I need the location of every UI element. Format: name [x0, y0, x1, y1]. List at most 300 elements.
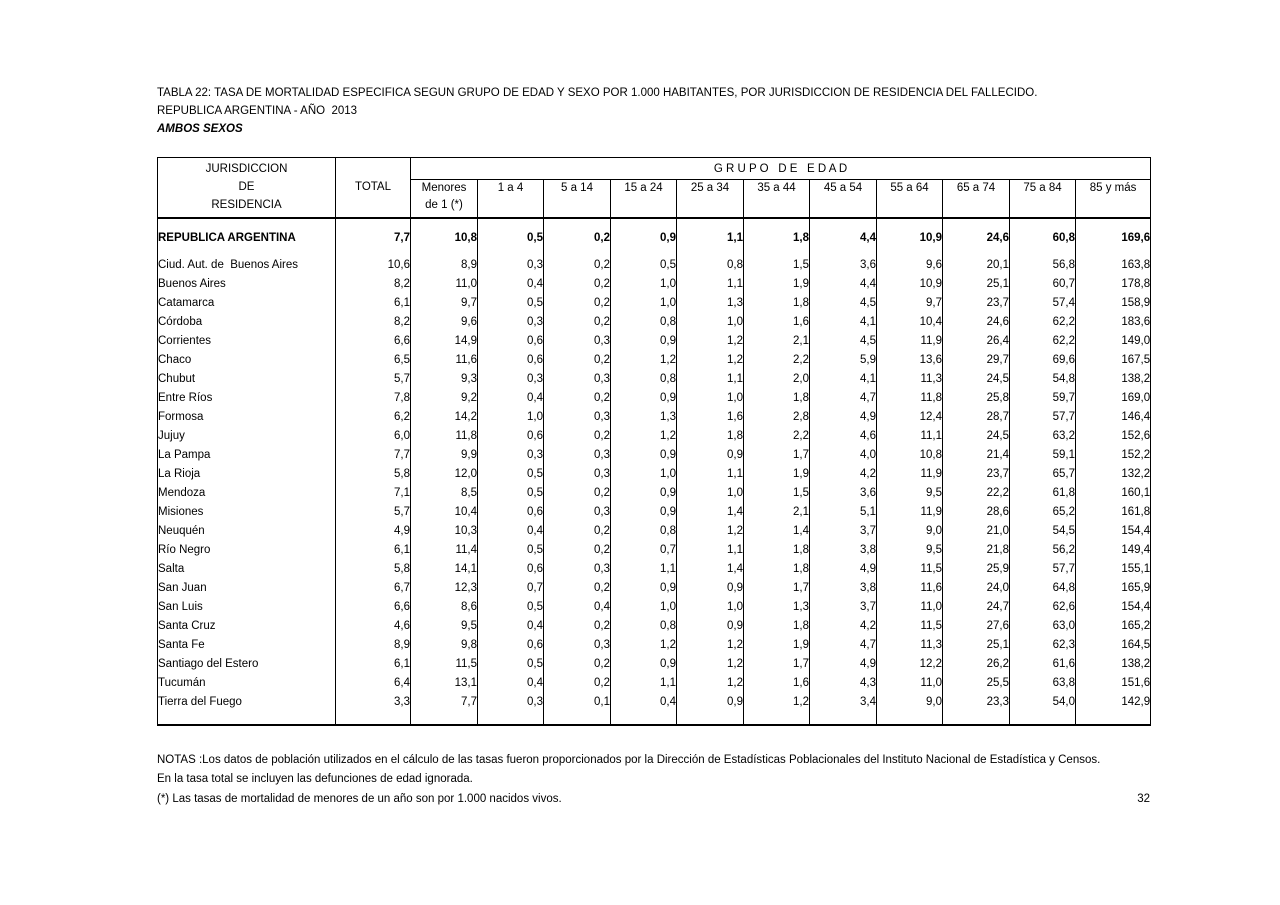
- rate-value: 3,6: [810, 484, 877, 503]
- rate-value: 1,2: [677, 636, 744, 655]
- rate-value: 149,0: [1076, 332, 1151, 351]
- jurisdiction-label: Santiago del Estero: [158, 658, 259, 670]
- rate-value: 54,5: [1010, 522, 1076, 541]
- rate-value: 11,9: [877, 332, 943, 351]
- rate-value: 4,5: [810, 332, 877, 351]
- rate-value: [943, 247, 1010, 256]
- table-row: [158, 636, 1151, 655]
- rate-value: 1,8: [744, 294, 810, 313]
- rate-value: 0,3: [544, 408, 611, 427]
- rate-value: 11,4: [411, 541, 478, 560]
- rate-value: 1,2: [744, 693, 810, 712]
- header-age-group: 65 a 74: [943, 180, 1010, 218]
- rate-value: 0,9: [611, 655, 677, 674]
- rate-value: 0,3: [544, 332, 611, 351]
- rate-value: 1,8: [744, 617, 810, 636]
- rate-value: 11,5: [411, 655, 478, 674]
- rate-value: 0,6: [478, 351, 544, 370]
- rate-value: 8,9: [336, 636, 411, 655]
- table-row: [158, 351, 1151, 370]
- rate-value: 12,0: [411, 465, 478, 484]
- rate-value: 12,2: [877, 655, 943, 674]
- rate-value: 21,8: [943, 541, 1010, 560]
- rate-value: 0,5: [478, 598, 544, 617]
- rate-value: [810, 247, 877, 256]
- rate-value: 54,0: [1010, 693, 1076, 712]
- jurisdiction-label: San Juan: [158, 582, 207, 594]
- rate-value: 8,9: [411, 256, 478, 275]
- header-age-group: 1 a 4: [478, 180, 544, 218]
- rate-value: 9,6: [877, 256, 943, 275]
- rate-value: 1,2: [611, 351, 677, 370]
- rate-value: 0,4: [478, 389, 544, 408]
- rate-value: 9,5: [877, 541, 943, 560]
- rate-value: 9,6: [411, 313, 478, 332]
- header-age-group: 85 y más: [1076, 180, 1151, 218]
- table-row: [158, 275, 1151, 294]
- rate-value: 1,6: [744, 674, 810, 693]
- jurisdiction-label: Buenos Aires: [158, 278, 226, 290]
- rate-value: 0,3: [478, 256, 544, 275]
- rate-value: 11,8: [411, 427, 478, 446]
- table-row-spacer: [158, 712, 1151, 725]
- rate-value: 11,6: [877, 579, 943, 598]
- rate-value: 4,9: [336, 522, 411, 541]
- jurisdiction-label: [158, 247, 336, 256]
- rate-value: 62,2: [1010, 332, 1076, 351]
- table-row: [158, 674, 1151, 693]
- rate-value: 12,4: [877, 408, 943, 427]
- table-row: [158, 693, 1151, 712]
- rate-value: 1,0: [611, 465, 677, 484]
- rate-value: 9,8: [411, 636, 478, 655]
- rate-value: [411, 712, 478, 725]
- rate-value: 5,1: [810, 503, 877, 522]
- rate-value: 7,8: [336, 389, 411, 408]
- note-asterisk: (*) Las tasas de mortalidad de menores de un año son por 1.000 nacidos vivos.: [157, 792, 562, 805]
- rate-value: 0,2: [544, 313, 611, 332]
- rate-value: 9,9: [411, 446, 478, 465]
- rate-value: 9,5: [411, 617, 478, 636]
- header-jurisdiccion-line2: DE: [238, 181, 255, 194]
- rate-value: 4,9: [810, 655, 877, 674]
- rate-value: 13,1: [411, 674, 478, 693]
- rate-value: 9,0: [877, 522, 943, 541]
- jurisdiction-label: Ciud. Aut. de Buenos Aires: [158, 259, 299, 271]
- rate-value: 1,6: [744, 313, 810, 332]
- title-block: [157, 84, 1162, 138]
- notes-block: [157, 751, 1162, 810]
- header-jurisdiccion: [158, 158, 336, 218]
- rate-value: 165,9: [1076, 579, 1151, 598]
- rate-value: 3,4: [810, 693, 877, 712]
- rate-value: 4,6: [810, 427, 877, 446]
- table-row-total: [158, 218, 1151, 247]
- header-jurisdiccion-line1: JURISDICCION: [205, 163, 288, 176]
- rate-value: 183,6: [1076, 313, 1151, 332]
- rate-value: 1,2: [677, 332, 744, 351]
- rate-value: 9,0: [877, 693, 943, 712]
- rate-value: 9,2: [411, 389, 478, 408]
- table-subtitle-year: REPUBLICA ARGENTINA - AÑO 2013: [157, 105, 358, 117]
- rate-value: 6,4: [336, 674, 411, 693]
- rate-value: 4,9: [810, 408, 877, 427]
- rate-value: [1076, 247, 1151, 256]
- jurisdiction-label: Misiones: [158, 506, 204, 518]
- rate-value: 65,2: [1010, 503, 1076, 522]
- rate-value: 11,1: [877, 427, 943, 446]
- rate-value: 64,8: [1010, 579, 1076, 598]
- jurisdiction-label: Santa Fe: [158, 639, 205, 651]
- table-row: [158, 389, 1151, 408]
- rate-value: 62,2: [1010, 313, 1076, 332]
- rate-value: 152,2: [1076, 446, 1151, 465]
- rate-value: 152,6: [1076, 427, 1151, 446]
- rate-value: 0,9: [611, 389, 677, 408]
- rate-value: [611, 247, 677, 256]
- rate-value: 10,9: [877, 275, 943, 294]
- rate-value: 63,0: [1010, 617, 1076, 636]
- rate-value: 4,2: [810, 465, 877, 484]
- rate-value: 3,8: [810, 579, 877, 598]
- rate-value: 161,8: [1076, 503, 1151, 522]
- rate-value: 25,8: [943, 389, 1010, 408]
- rate-value: 1,8: [677, 427, 744, 446]
- rate-value: 142,9: [1076, 693, 1151, 712]
- rate-value: 0,8: [677, 256, 744, 275]
- table-row: [158, 370, 1151, 389]
- rate-value: 0,6: [478, 332, 544, 351]
- rate-value: 6,6: [336, 332, 411, 351]
- rate-value: [411, 247, 478, 256]
- rate-value: 0,3: [544, 446, 611, 465]
- rate-value: 1,2: [677, 655, 744, 674]
- jurisdiction-label: Jujuy: [158, 430, 185, 442]
- rate-value: 0,3: [478, 370, 544, 389]
- rate-value: 10,4: [411, 503, 478, 522]
- rate-value: 0,6: [478, 560, 544, 579]
- rate-value: 0,5: [478, 465, 544, 484]
- table-row: [158, 503, 1151, 522]
- jurisdiction-label: Tucumán: [158, 677, 206, 689]
- rate-value: 0,3: [544, 503, 611, 522]
- rate-value: 0,3: [544, 560, 611, 579]
- jurisdiction-label: Catamarca: [158, 297, 215, 309]
- page-number: 32: [1137, 792, 1150, 805]
- rate-value: 0,3: [478, 313, 544, 332]
- rate-value: 1,5: [744, 484, 810, 503]
- rate-value: 0,9: [677, 446, 744, 465]
- rate-value: 165,2: [1076, 617, 1151, 636]
- rate-value: 0,2: [544, 389, 611, 408]
- jurisdiction-label: Tierra del Fuego: [158, 696, 242, 708]
- rate-value: 1,1: [677, 275, 744, 294]
- rate-value: 0,2: [544, 484, 611, 503]
- rate-value: 0,2: [544, 674, 611, 693]
- rate-value: [744, 712, 810, 725]
- rate-value: 61,8: [1010, 484, 1076, 503]
- rate-value: 0,9: [677, 617, 744, 636]
- rate-value: 56,2: [1010, 541, 1076, 560]
- rate-value: 60,8: [1010, 218, 1076, 247]
- header-age-group: 75 a 84: [1010, 180, 1076, 218]
- table-row: [158, 560, 1151, 579]
- rate-value: 60,7: [1010, 275, 1076, 294]
- rate-value: [1010, 712, 1076, 725]
- rate-value: 4,5: [810, 294, 877, 313]
- rate-value: 6,5: [336, 351, 411, 370]
- rate-value: 20,1: [943, 256, 1010, 275]
- rate-value: 154,4: [1076, 598, 1151, 617]
- rate-value: 1,6: [677, 408, 744, 427]
- rate-value: 167,5: [1076, 351, 1151, 370]
- rate-value: 7,7: [336, 446, 411, 465]
- rate-value: 29,7: [943, 351, 1010, 370]
- rate-value: 4,6: [336, 617, 411, 636]
- rate-value: 22,2: [943, 484, 1010, 503]
- rate-value: 0,2: [544, 427, 611, 446]
- rate-value: 1,9: [744, 636, 810, 655]
- rate-value: 4,7: [810, 636, 877, 655]
- rate-value: 24,5: [943, 370, 1010, 389]
- table-row: [158, 294, 1151, 313]
- rate-value: 0,9: [677, 579, 744, 598]
- rate-value: 0,4: [478, 617, 544, 636]
- rate-value: 5,7: [336, 503, 411, 522]
- rate-value: 12,3: [411, 579, 478, 598]
- rate-value: 1,4: [677, 503, 744, 522]
- header-grupo-de-edad: G R U P O D E E D A D: [411, 158, 1151, 180]
- rate-value: [336, 247, 411, 256]
- rate-value: 9,3: [411, 370, 478, 389]
- rate-value: 11,5: [877, 617, 943, 636]
- rate-value: [744, 247, 810, 256]
- rate-value: 23,7: [943, 465, 1010, 484]
- rate-value: 1,9: [744, 465, 810, 484]
- rate-value: [544, 712, 611, 725]
- jurisdiction-label: Chaco: [158, 354, 192, 366]
- rate-value: 6,0: [336, 427, 411, 446]
- rate-value: 11,8: [877, 389, 943, 408]
- header-total: TOTAL: [336, 158, 411, 218]
- rate-value: 0,5: [478, 294, 544, 313]
- jurisdiction-label: Salta: [158, 563, 185, 575]
- jurisdiction-label: Chubut: [158, 373, 196, 385]
- rate-value: [611, 712, 677, 725]
- rate-value: 9,7: [877, 294, 943, 313]
- rate-value: 1,7: [744, 579, 810, 598]
- rate-value: 0,6: [478, 636, 544, 655]
- rate-value: 24,5: [943, 427, 1010, 446]
- rate-value: 146,4: [1076, 408, 1151, 427]
- jurisdiction-label: Neuquén: [158, 525, 205, 537]
- rate-value: 151,6: [1076, 674, 1151, 693]
- rate-value: 9,7: [411, 294, 478, 313]
- rate-value: 69,6: [1010, 351, 1076, 370]
- jurisdiction-label: REPUBLICA ARGENTINA: [158, 231, 296, 244]
- rate-value: 21,4: [943, 446, 1010, 465]
- rate-value: [943, 712, 1010, 725]
- jurisdiction-label: [158, 712, 336, 725]
- rate-value: 1,1: [677, 218, 744, 247]
- rate-value: 6,6: [336, 598, 411, 617]
- table-row: [158, 332, 1151, 351]
- rate-value: 5,8: [336, 465, 411, 484]
- rate-value: 0,6: [478, 503, 544, 522]
- rate-value: 0,2: [544, 655, 611, 674]
- rate-value: 0,5: [478, 484, 544, 503]
- rate-value: 6,1: [336, 294, 411, 313]
- rate-value: 6,1: [336, 541, 411, 560]
- rate-value: 0,8: [611, 617, 677, 636]
- rate-value: 21,0: [943, 522, 1010, 541]
- rate-value: 164,5: [1076, 636, 1151, 655]
- rate-value: 0,8: [611, 522, 677, 541]
- rate-value: [677, 712, 744, 725]
- rate-value: 0,2: [544, 275, 611, 294]
- rate-value: 1,7: [744, 655, 810, 674]
- rate-value: [877, 712, 943, 725]
- rate-value: 149,4: [1076, 541, 1151, 560]
- rate-value: 1,8: [744, 389, 810, 408]
- rate-value: 1,8: [744, 560, 810, 579]
- rate-value: 0,5: [478, 655, 544, 674]
- rate-value: 1,0: [677, 598, 744, 617]
- rate-value: 1,0: [611, 294, 677, 313]
- rate-value: 0,2: [544, 617, 611, 636]
- rate-value: 0,9: [611, 446, 677, 465]
- jurisdiction-label: La Rioja: [158, 468, 201, 480]
- rate-value: 4,9: [810, 560, 877, 579]
- rate-value: 0,2: [544, 541, 611, 560]
- rate-value: 24,7: [943, 598, 1010, 617]
- rate-value: 14,9: [411, 332, 478, 351]
- table-row: [158, 598, 1151, 617]
- rate-value: 59,1: [1010, 446, 1076, 465]
- rate-value: 14,2: [411, 408, 478, 427]
- rate-value: 1,3: [744, 598, 810, 617]
- rate-value: 27,6: [943, 617, 1010, 636]
- rate-value: 11,9: [877, 503, 943, 522]
- sex-label: AMBOS SEXOS: [157, 123, 243, 135]
- rate-value: 0,3: [544, 370, 611, 389]
- rate-value: 11,5: [877, 560, 943, 579]
- jurisdiction-label: La Pampa: [158, 449, 211, 461]
- rate-value: 5,9: [810, 351, 877, 370]
- header-jurisdiccion-line3: RESIDENCIA: [211, 199, 282, 212]
- rate-value: 0,3: [478, 693, 544, 712]
- rate-value: 0,2: [544, 294, 611, 313]
- rate-value: 0,4: [544, 598, 611, 617]
- table-row: [158, 655, 1151, 674]
- rate-value: 0,4: [478, 275, 544, 294]
- rate-value: 8,2: [336, 313, 411, 332]
- rate-value: 2,0: [744, 370, 810, 389]
- header-age-group: 25 a 34: [677, 180, 744, 218]
- rate-value: 0,3: [544, 465, 611, 484]
- rate-value: 4,4: [810, 218, 877, 247]
- header-age-group: 45 a 54: [810, 180, 877, 218]
- rate-value: 63,8: [1010, 674, 1076, 693]
- rate-value: 65,7: [1010, 465, 1076, 484]
- rate-value: 24,0: [943, 579, 1010, 598]
- rate-value: 169,0: [1076, 389, 1151, 408]
- rate-value: 11,0: [877, 598, 943, 617]
- rate-value: 1,2: [677, 351, 744, 370]
- rate-value: 13,6: [877, 351, 943, 370]
- table-row: [158, 522, 1151, 541]
- jurisdiction-label: Mendoza: [158, 487, 206, 499]
- table-row: [158, 446, 1151, 465]
- table-row: [158, 256, 1151, 275]
- rate-value: 0,5: [478, 218, 544, 247]
- jurisdiction-label: Formosa: [158, 411, 204, 423]
- rate-value: 11,9: [877, 465, 943, 484]
- rate-value: 4,0: [810, 446, 877, 465]
- rate-value: 1,7: [744, 446, 810, 465]
- rate-value: 25,1: [943, 636, 1010, 655]
- rate-value: 0,1: [544, 693, 611, 712]
- rate-value: 0,6: [478, 427, 544, 446]
- rate-value: 1,3: [677, 294, 744, 313]
- rate-value: 1,2: [677, 522, 744, 541]
- header-row-group: [158, 158, 1151, 180]
- rate-value: 4,1: [810, 313, 877, 332]
- rate-value: 2,1: [744, 503, 810, 522]
- table-row: [158, 408, 1151, 427]
- rate-value: 163,8: [1076, 256, 1151, 275]
- rate-value: 3,7: [810, 522, 877, 541]
- document-page: [157, 84, 1162, 809]
- rate-value: 62,3: [1010, 636, 1076, 655]
- rate-value: 0,4: [478, 674, 544, 693]
- rate-value: 63,2: [1010, 427, 1076, 446]
- rate-value: 1,0: [611, 598, 677, 617]
- rate-value: 1,0: [611, 275, 677, 294]
- table-title: TABLA 22: TASA DE MORTALIDAD ESPECIFICA SEGUN GRUPO DE EDAD Y SEXO POR 1.000 HABITANTES, POR JURISDICCION DE RESIDENCIA DEL FALLECIDO.: [157, 87, 1038, 99]
- rate-value: [877, 247, 943, 256]
- rate-value: 7,7: [336, 218, 411, 247]
- rate-value: 0,5: [478, 541, 544, 560]
- header-age-group: Menores de 1 (*): [411, 180, 478, 218]
- rate-value: 0,3: [478, 446, 544, 465]
- rate-value: 0,8: [611, 313, 677, 332]
- rate-value: 154,4: [1076, 522, 1151, 541]
- rate-value: 8,6: [411, 598, 478, 617]
- rate-value: 10,9: [877, 218, 943, 247]
- rate-value: 1,1: [611, 674, 677, 693]
- rate-value: 1,9: [744, 275, 810, 294]
- rate-value: 0,5: [611, 256, 677, 275]
- rate-value: 54,8: [1010, 370, 1076, 389]
- rate-value: 0,2: [544, 218, 611, 247]
- rate-value: 0,9: [611, 579, 677, 598]
- rate-value: 2,2: [744, 351, 810, 370]
- rate-value: 1,1: [677, 370, 744, 389]
- rate-value: 2,2: [744, 427, 810, 446]
- rate-value: 1,1: [677, 541, 744, 560]
- header-age-group: 15 a 24: [611, 180, 677, 218]
- rate-value: 1,2: [677, 674, 744, 693]
- rate-value: [478, 712, 544, 725]
- rate-value: 1,3: [611, 408, 677, 427]
- rate-value: [478, 247, 544, 256]
- rate-value: 11,3: [877, 370, 943, 389]
- rate-value: 28,6: [943, 503, 1010, 522]
- rate-value: 8,2: [336, 275, 411, 294]
- rate-value: 138,2: [1076, 655, 1151, 674]
- table-row: [158, 427, 1151, 446]
